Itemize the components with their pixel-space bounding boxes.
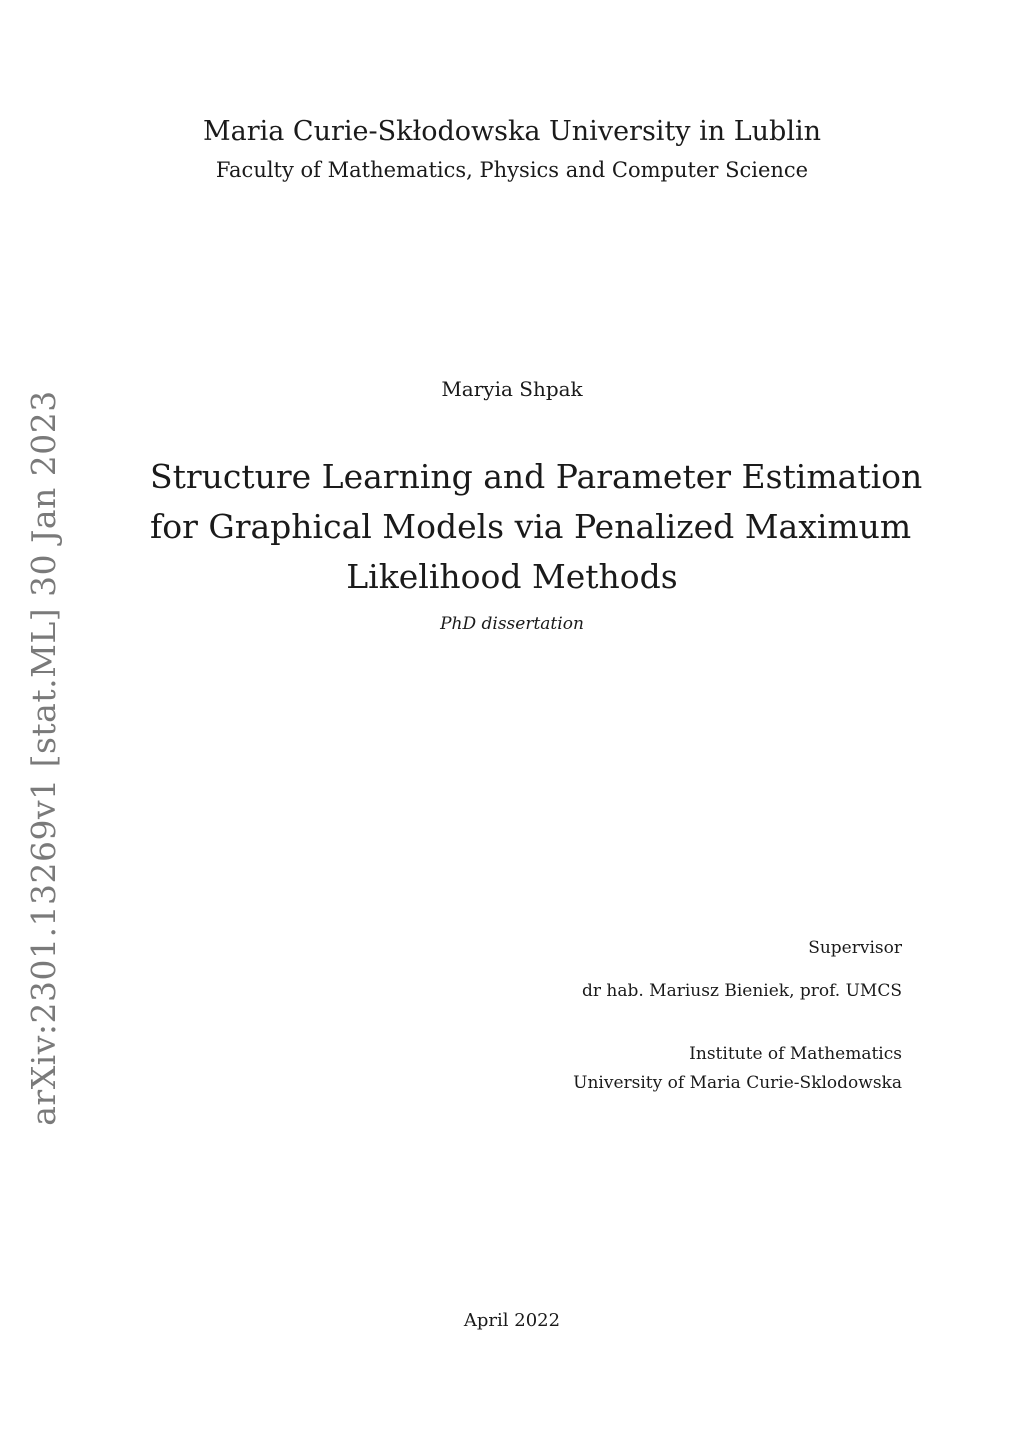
institute-university: University of Maria Curie-Sklodowska: [573, 1073, 902, 1093]
arxiv-stamp: arXiv:2301.13269v1 [stat.ML] 30 Jan 2023: [24, 390, 63, 1126]
title-line-3: Likelihood Methods: [346, 557, 678, 596]
supervisor-label: Supervisor: [808, 938, 902, 958]
faculty-name: Faculty of Mathematics, Physics and Computer Science: [215, 158, 809, 182]
dissertation-type: PhD dissertation: [440, 614, 584, 634]
title-line-2: for Graphical Models via Penalized Maximum: [150, 507, 912, 546]
dissertation-title: [0, 452, 1024, 602]
author-name: Maryia Shpak: [441, 377, 583, 401]
supervisor-name: dr hab. Mariusz Bieniek, prof. UMCS: [582, 981, 902, 1001]
institute-name: Institute of Mathematics: [689, 1044, 902, 1064]
title-line-1: Structure Learning and Parameter Estimation: [150, 457, 923, 496]
submission-date: April 2022: [463, 1310, 561, 1331]
university-name: Maria Curie-Skłodowska University in Lublin: [202, 116, 822, 147]
